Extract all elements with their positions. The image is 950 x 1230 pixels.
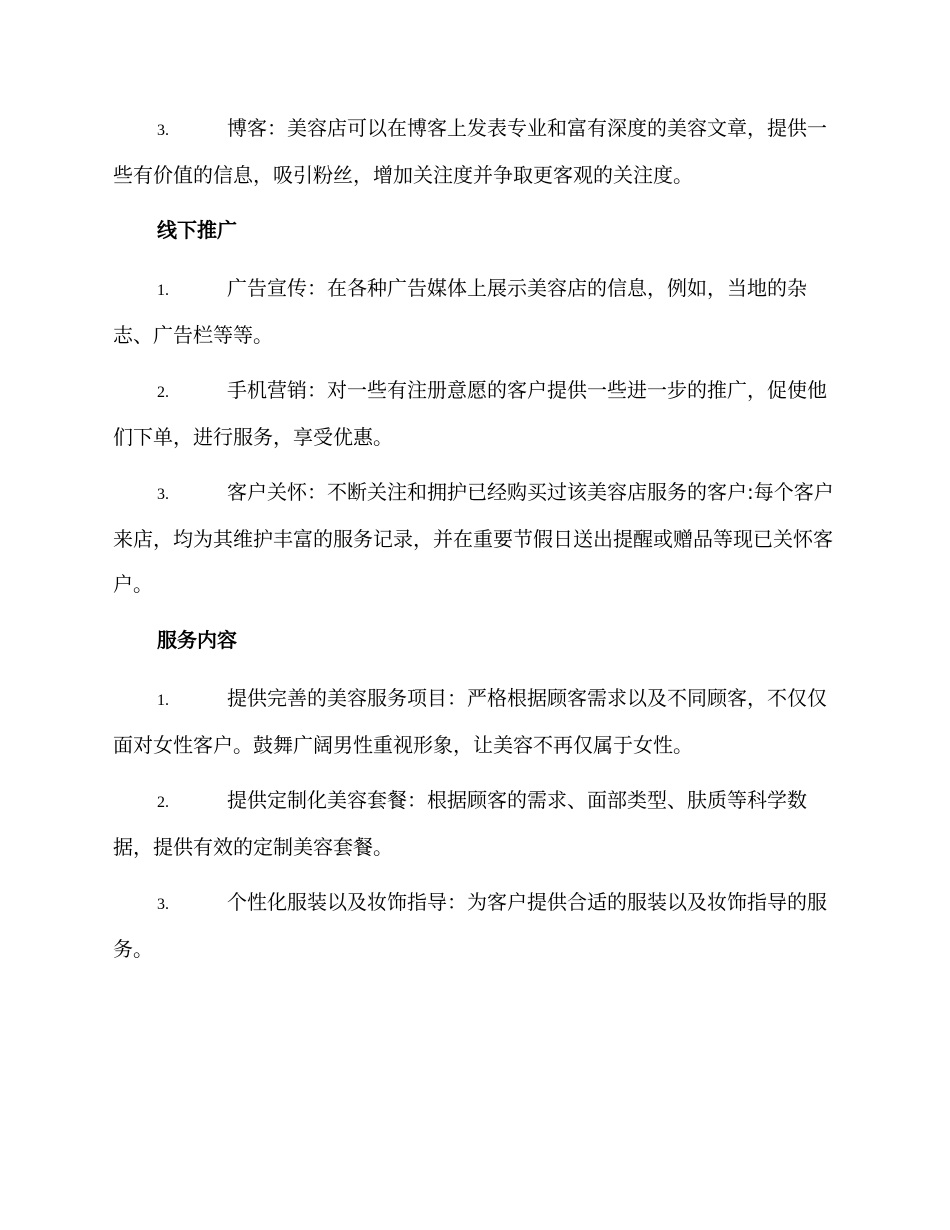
list-item-text: 提供完善的美容服务项目：严格根据顾客需求以及不同顾客，不仅仅面对女性客户。鼓舞广阔男性重视形象，让美容不再仅属于女性。 (113, 686, 827, 757)
offline-item-1 (113, 266, 835, 358)
list-number: 3. (157, 896, 169, 913)
list-item-text: 客户关怀：不断关注和拥护已经购买过该美容店服务的客户:每个客户来店，均为其维护丰富的服务记录，并在重要节假日送出提醒或赠品等现已关怀客户。 (113, 480, 834, 596)
list-number: 3. (157, 122, 169, 139)
list-number: 1. (157, 692, 169, 709)
online-item-blog (113, 106, 835, 198)
list-item-text: 个性化服装以及妆饰指导：为客户提供合适的服装以及妆饰指导的服务。 (113, 890, 827, 961)
list-item-text: 博客：美容店可以在博客上发表专业和富有深度的美容文章，提供一些有价值的信息，吸引粉丝，增加关注度并争取更客观的关注度。 (113, 116, 827, 187)
service-item-1 (113, 676, 835, 768)
list-number: 2. (157, 794, 169, 811)
list-item-text: 提供定制化美容套餐：根据顾客的需求、面部类型、肤质等科学数据，提供有效的定制美容套餐。 (113, 788, 807, 859)
list-number: 2. (157, 384, 169, 401)
section-heading-service: 服务内容 (157, 628, 237, 652)
offline-item-2 (113, 368, 835, 460)
list-item-text: 手机营销：对一些有注册意愿的客户提供一些进一步的推广，促使他们下单，进行服务，享受优惠。 (113, 378, 827, 449)
list-item-text: 广告宣传：在各种广告媒体上展示美容店的信息，例如，当地的杂志、广告栏等等。 (113, 276, 807, 347)
offline-item-3 (113, 470, 835, 607)
service-item-3 (113, 880, 835, 972)
list-number: 1. (157, 282, 169, 299)
list-number: 3. (157, 486, 169, 503)
service-item-2 (113, 778, 835, 870)
section-heading-offline: 线下推广 (157, 218, 237, 242)
